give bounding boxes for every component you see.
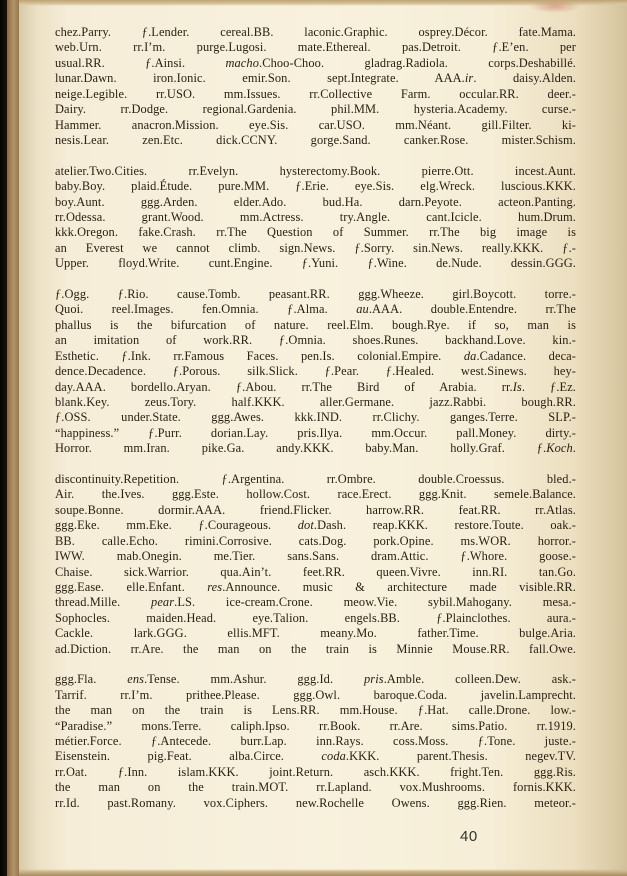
text-line: ƒ.OSS. under.State. ggg.Awes. kkk.IND. rr.Clichy. ganges.Terre. SLP.- xyxy=(55,410,576,425)
text-line: kkk.Oregon. fake.Crash. rr.The Question of Summer. rr.The big image is xyxy=(55,225,576,240)
text-line: Air. the.Ives. ggg.Este. hollow.Cost. race.Erect. ggg.Knit. semele.Balance. xyxy=(55,487,576,502)
text-line: atelier.Two.Cities. rr.Evelyn. hysterectomy.Book. pierre.Ott. incest.Aunt. xyxy=(55,163,576,178)
text-line: “Paradise.” mons.Terre. caliph.Ipso. rr.Book. rr.Are. sims.Patio. rr.1919. xyxy=(55,718,576,733)
text-line: blank.Key. zeus.Tory. half.KKK. aller.Germane. jazz.Rabbi. bough.RR. xyxy=(55,394,576,409)
text-block xyxy=(55,25,576,826)
paragraph xyxy=(55,164,576,272)
text-line: rr.Odessa. grant.Wood. mm.Actress. try.Angle. cant.Icicle. hum.Drum. xyxy=(55,209,576,224)
text-line: day.AAA. bordello.Aryan. ƒ.Abou. rr.The Bird of Arabia. rr.Is. ƒ.Ez. xyxy=(55,379,577,394)
text-line: Hammer. anacron.Mission. eye.Sis. car.USO. mm.Néant. gill.Filter. ki- xyxy=(55,117,576,132)
book-spine-edge xyxy=(7,0,19,876)
text-line: Cackle. lark.GGG. ellis.MFT. meany.Mo. father.Time. bulge.Aria. xyxy=(55,626,576,641)
text-line: IWW. mab.Onegin. me.Tier. sans.Sans. dram.Attic. ƒ.Whore. goose.- xyxy=(55,549,576,564)
text-line: soupe.Bonne. dormir.AAA. friend.Flicker. harrow.RR. feat.RR. rr.Atlas. xyxy=(55,502,576,517)
page-number: 40 xyxy=(460,828,478,845)
text-line: ad.Diction. rr.Are. the man on the train is Minnie Mouse.RR. fall.Owe. xyxy=(55,641,576,656)
text-line: lunar.Dawn. iron.Ionic. emir.Son. sept.Integrate. AAA.ir. daisy.Alden. xyxy=(55,71,577,86)
text-line: BB. calle.Echo. rimini.Corrosive. cats.Dog. pork.Opine. ms.WOR. horror.- xyxy=(55,533,576,548)
red-smudge-mark xyxy=(529,0,581,13)
paragraph xyxy=(55,472,576,657)
text-line: Eisenstein. pig.Feat. alba.Circe. coda.KKK. parent.Thesis. negev.TV. xyxy=(55,749,576,764)
text-line: dence.Decadence. ƒ.Porous. silk.Slick. ƒ.Pear. ƒ.Healed. west.Sinews. hey- xyxy=(55,364,576,379)
paragraph xyxy=(55,287,576,457)
text-line: ggg.Ease. elle.Enfant. res.Announce. music & architecture made visible.RR. xyxy=(55,579,576,594)
text-line: Chaise. sick.Warrior. qua.Ain’t. feet.RR. queen.Vivre. inn.RI. tan.Go. xyxy=(55,564,576,579)
text-line: Upper. floyd.Write. cunt.Engine. ƒ.Yuni. ƒ.Wine. de.Nude. dessin.GGG. xyxy=(55,256,576,271)
text-line: ƒ.Ogg. ƒ.Rio. cause.Tomb. peasant.RR. ggg.Wheeze. girl.Boycott. torre.- xyxy=(55,286,576,301)
text-line: Dairy. rr.Dodge. regional.Gardenia. phil.MM. hysteria.Academy. curse.- xyxy=(55,102,576,117)
text-line: web.Urn. rr.I’m. purge.Lugosi. mate.Ethereal. pas.Detroit. ƒ.E’en. per xyxy=(55,40,576,55)
page-bottom-edge xyxy=(19,869,627,876)
paragraph xyxy=(55,25,576,149)
text-line: ggg.Fla. ens.Tense. mm.Ashur. ggg.Id. pris.Amble. colleen.Dew. ask.- xyxy=(55,672,577,687)
text-line: an imitation of work.RR. ƒ.Omnia. shoes.Runes. backhand.Love. kin.- xyxy=(55,333,576,348)
text-line: Tarrif. rr.I’m. prithee.Please. ggg.Owl. baroque.Coda. javelin.Lamprecht. xyxy=(55,687,576,702)
text-line: Sophocles. maiden.Head. eye.Talion. engels.BB. ƒ.Plainclothes. aura.- xyxy=(55,610,576,625)
text-line: nesis.Lear. zen.Etc. dick.CCNY. gorge.Sand. canker.Rose. mister.Schism. xyxy=(55,133,576,148)
text-line: Horror. mm.Iran. pike.Ga. andy.KKK. baby.Man. holly.Graf. ƒ.Koch. xyxy=(55,441,576,456)
text-line: ggg.Eke. mm.Eke. ƒ.Courageous. dot.Dash. reap.KKK. restore.Toute. oak.- xyxy=(55,518,576,533)
text-line: thread.Mille. pear.LS. ice-cream.Crone. meow.Vie. sybil.Mahogany. mesa.- xyxy=(55,595,577,610)
text-line: “happiness.” ƒ.Purr. dorian.Lay. pris.Ilya. mm.Occur. pall.Money. dirty.- xyxy=(55,425,576,440)
text-line: baby.Boy. plaid.Étude. pure.MM. ƒ.Erie. eye.Sis. elg.Wreck. luscious.KKK. xyxy=(55,179,576,194)
page-surface xyxy=(19,0,627,876)
paragraph xyxy=(55,672,576,811)
text-line: an Everest we cannot climb. sign.News. ƒ.Sorry. sin.News. really.KKK. ƒ.- xyxy=(55,240,576,255)
text-line: Quoi. reel.Images. fen.Omnia. ƒ.Alma. au.AAA. double.Entendre. rr.The xyxy=(55,302,576,317)
text-line: chez.Parry. ƒ.Lender. cereal.BB. laconic.Graphic. osprey.Décor. fate.Mama. xyxy=(55,25,576,39)
text-line: usual.RR. ƒ.Ainsi. macho.Choo-Choo. gladrag.Radiola. corps.Deshabillé. xyxy=(55,55,576,70)
book-gutter-shadow xyxy=(0,0,7,876)
text-line: rr.Oat. ƒ.Inn. islam.KKK. joint.Return. asch.KKK. fright.Ten. ggg.Ris. xyxy=(55,764,576,779)
text-line: discontinuity.Repetition. ƒ.Argentina. rr.Ombre. double.Croessus. bled.- xyxy=(55,471,576,486)
text-line: neige.Legible. rr.USO. mm.Issues. rr.Collective Farm. occular.RR. deer.- xyxy=(55,86,576,101)
text-line: phallus is the bifurcation of nature. reel.Elm. bough.Rye. if so, man is xyxy=(55,317,576,332)
text-line: boy.Aunt. ggg.Arden. elder.Ado. bud.Ha. darn.Peyote. acteon.Panting. xyxy=(55,194,576,209)
text-line: rr.Id. past.Romany. vox.Ciphers. new.Rochelle Owens. ggg.Rien. meteor.- xyxy=(55,795,576,810)
text-line: Esthetic. ƒ.Ink. rr.Famous Faces. pen.Is. colonial.Empire. da.Cadance. deca- xyxy=(55,348,576,363)
text-line: the man on the train is Lens.RR. mm.House. ƒ.Hat. calle.Drone. low.- xyxy=(55,703,576,718)
text-line: the man on the train.MOT. rr.Lapland. vox.Mushrooms. fornis.KKK. xyxy=(55,780,576,795)
text-line: métier.Force. ƒ.Antecede. burr.Lap. inn.Rays. coss.Moss. ƒ.Tone. juste.- xyxy=(55,734,576,749)
